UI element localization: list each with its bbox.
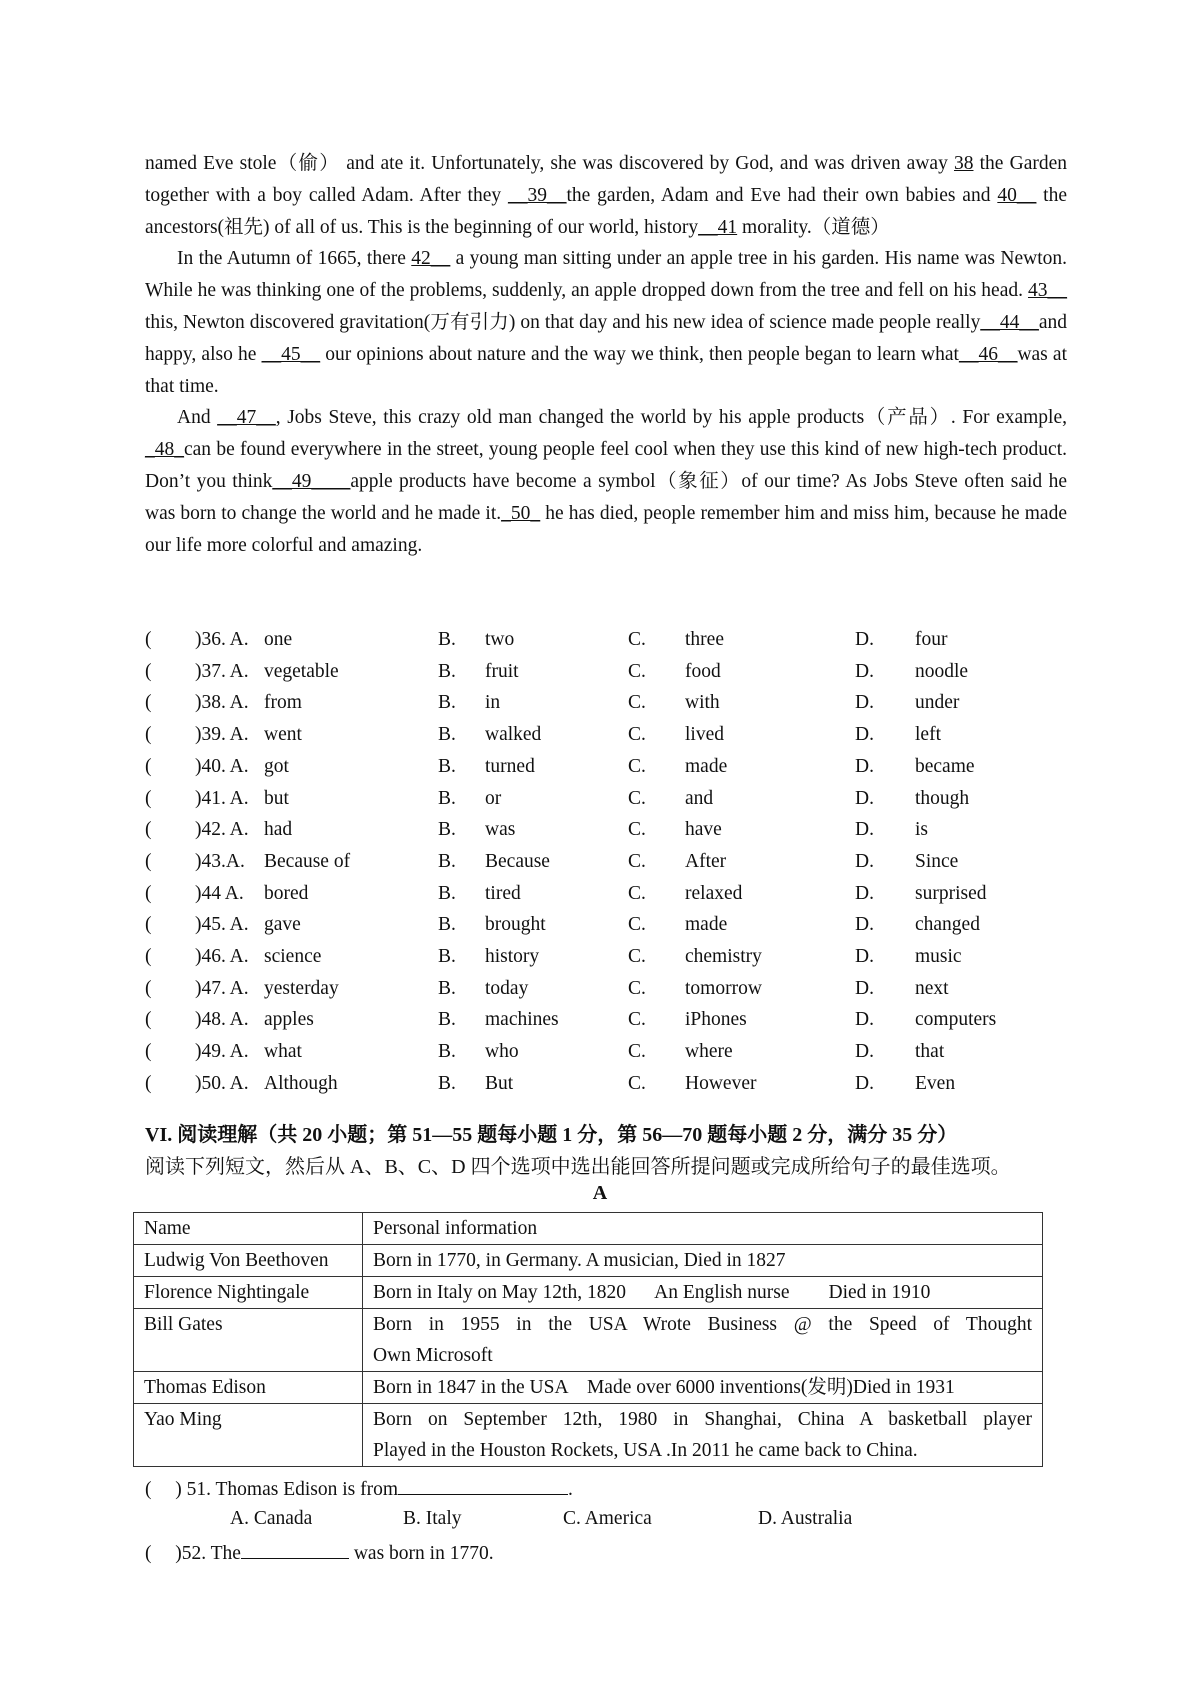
table-row (134, 1245, 1043, 1277)
option-c-label: C. (628, 660, 646, 682)
option-b[interactable]: who (485, 1041, 519, 1063)
info-line: Born in Italy on May 12th, 1820 An English nurse Died in 1910 (373, 1282, 931, 1303)
option-a[interactable]: gave (264, 914, 301, 936)
option-c[interactable]: After (685, 850, 727, 872)
option-b-label: B. (438, 692, 456, 714)
answer-paren: ( (145, 755, 152, 777)
option-d[interactable]: D. Australia (758, 1508, 853, 1529)
blank-39: __39__ (507, 184, 567, 206)
part-label: A (592, 1182, 608, 1204)
question-stem: was born in 1770. (348, 1543, 494, 1564)
option-c-label: C. (628, 787, 646, 809)
info-line: Born in 1955 in the USA Wrote Business @ the Speed of Thought (373, 1314, 1032, 1335)
passage-text: and happy, also he (145, 311, 1067, 365)
question-number: )45. A. (195, 914, 249, 936)
question-number: )42. A. (195, 819, 249, 841)
option-d-label: D. (855, 1072, 874, 1094)
option-d[interactable]: noodle (915, 660, 969, 682)
passage-paragraph-1 (145, 148, 1067, 243)
question-number: )47. A. (195, 977, 249, 999)
table-cell-info (363, 1309, 1043, 1372)
option-b[interactable]: was (485, 819, 516, 841)
option-d[interactable]: computers (915, 1009, 997, 1031)
question-52 (145, 1540, 494, 1565)
option-b[interactable]: today (485, 977, 529, 999)
option-b-label: B. (438, 629, 456, 650)
option-d[interactable]: four (915, 629, 948, 650)
option-a[interactable]: Because of (264, 850, 351, 872)
table-row (134, 1277, 1043, 1309)
blank-44: __44__ (980, 311, 1039, 333)
blank-46: __46__ (958, 343, 1018, 365)
option-c-label: C. (628, 692, 646, 714)
blank-41: __41 (698, 216, 738, 238)
option-c-label: C. (628, 819, 646, 841)
question-number: )43.A. (195, 850, 245, 872)
blank-40: 40__ (997, 184, 1037, 206)
option-b[interactable]: tired (485, 882, 521, 904)
question-number: )46. A. (195, 946, 249, 967)
passage-text: morality.（道德） (737, 216, 890, 238)
answer-blank[interactable] (398, 1476, 568, 1495)
option-c[interactable]: made (685, 914, 728, 936)
option-c[interactable]: made (685, 755, 728, 777)
answer-paren: ( (145, 850, 152, 872)
table-cell-info (363, 1277, 1043, 1309)
answer-blank[interactable] (241, 1540, 349, 1559)
option-b[interactable]: But (485, 1072, 514, 1094)
answer-paren: ( (145, 819, 152, 841)
option-a[interactable]: A. Canada (230, 1508, 313, 1529)
option-a[interactable]: bored (264, 882, 309, 904)
table-cell-info (363, 1404, 1043, 1467)
option-d-label: D. (855, 914, 874, 936)
option-c-label: C. (628, 977, 646, 999)
option-b-label: B. (438, 1072, 456, 1094)
passage-text: can be found everywhere in the street, young people feel cool when they use this kind of new high-tech product. Don’t you think (145, 439, 1067, 492)
info-line: Own Microsoft (373, 1345, 493, 1366)
question-stem: ) 51. Thomas Edison is from (175, 1479, 399, 1500)
blank-38: 38 (953, 153, 974, 174)
table-row (134, 1309, 1043, 1372)
passage-text: he has died, people remember him and miss him, because he made our life more colorful and amazing. (145, 502, 1067, 556)
table-cell-info (363, 1245, 1043, 1277)
answer-paren: ( (145, 787, 152, 809)
blank-48: _48_ (145, 439, 184, 461)
answer-paren: ( (145, 914, 152, 936)
question-number: )37. A. (195, 660, 249, 682)
passage-text: , Jobs Steve, this crazy old man changed the world by his apple products（产品）. For example, (275, 407, 1067, 429)
option-b-label: B. (438, 755, 456, 777)
option-d-label: D. (855, 692, 874, 714)
option-d[interactable]: music (915, 946, 962, 967)
option-c[interactable]: have (685, 819, 722, 841)
option-c-label: C. (628, 1072, 646, 1094)
option-b[interactable]: machines (485, 1009, 559, 1031)
option-c-label: C. (628, 882, 646, 904)
option-c-label: C. (628, 946, 646, 967)
option-b-label: B. (438, 660, 456, 682)
table-cell-name: Yao Ming (134, 1404, 363, 1467)
option-b-label: B. (438, 1009, 456, 1031)
option-a[interactable]: from (264, 692, 302, 714)
passage-text: And (177, 407, 218, 429)
answer-paren: ( (145, 1041, 152, 1063)
personal-info-table (133, 1212, 1043, 1467)
blank-42: 42__ (411, 248, 451, 270)
table-row (134, 1372, 1043, 1404)
option-b[interactable]: or (485, 787, 502, 809)
option-d[interactable]: changed (915, 914, 980, 936)
option-b[interactable]: two (485, 629, 515, 650)
question-number: )50. A. (195, 1072, 249, 1094)
option-b[interactable]: walked (485, 724, 542, 746)
option-a[interactable]: but (264, 787, 289, 809)
question-number: )44 A. (195, 882, 244, 904)
option-b[interactable]: history (485, 946, 540, 967)
passage-paragraph-2 (145, 243, 1067, 402)
section-instruction: 阅读下列短文，然后从 A、B、C、D 四个选项中选出能回答所提问题或完成所给句子的最佳选项。 (145, 1156, 1011, 1178)
option-a[interactable]: apples (264, 1009, 314, 1031)
option-a[interactable]: had (264, 819, 293, 841)
option-b-label: B. (438, 724, 456, 746)
passage-text: In the Autumn of 1665, there (177, 248, 412, 270)
option-c[interactable]: However (685, 1072, 757, 1094)
answer-paren: ( (145, 1479, 152, 1500)
option-a[interactable]: science (264, 946, 322, 967)
question-stem: )52. The (175, 1543, 241, 1564)
option-d-label: D. (855, 755, 874, 777)
question-end: . (568, 1479, 573, 1500)
option-d-label: D. (855, 946, 874, 967)
option-a[interactable]: one (264, 629, 293, 650)
option-b-label: B. (438, 850, 456, 872)
section-title: VI. 阅读理解（共 20 小题；第 51—55 题每小题 1 分，第 56—70 题每小题 2 分，满分 35 分） (145, 1124, 958, 1146)
option-d-label: D. (855, 629, 874, 650)
option-c[interactable]: food (685, 660, 721, 682)
option-d[interactable]: next (915, 977, 949, 999)
table-header-info: Personal information (363, 1213, 1043, 1245)
question-number: )39. A. (195, 724, 249, 746)
blank-50: _50_ (501, 502, 541, 524)
answer-paren: ( (145, 660, 152, 682)
blank-43: 43__ (1028, 280, 1067, 302)
passage-text: apple products have become a symbol（象征）of our time? As Jobs Steve often said he was born to change the world and he made it. (145, 470, 1067, 524)
option-a[interactable]: yesterday (264, 977, 339, 999)
option-c-label: C. (628, 629, 646, 650)
option-c-label: C. (628, 914, 646, 936)
option-b-label: B. (438, 1041, 456, 1063)
option-c[interactable]: tomorrow (685, 977, 762, 999)
option-d[interactable]: Even (915, 1072, 956, 1094)
option-d-label: D. (855, 1041, 874, 1063)
answer-paren: ( (145, 946, 152, 967)
table-cell-name: Bill Gates (134, 1309, 363, 1372)
answer-paren: ( (145, 629, 152, 650)
option-c[interactable]: lived (685, 724, 724, 746)
blank-49: __49____ (272, 470, 351, 492)
option-b[interactable]: in (485, 692, 501, 714)
option-d[interactable]: though (915, 787, 970, 809)
option-d-label: D. (855, 882, 874, 904)
answer-paren: ( (145, 1543, 152, 1564)
info-line: Played in the Houston Rockets, USA .In 2011 he came back to China. (373, 1440, 918, 1461)
option-c-label: C. (628, 1041, 646, 1063)
option-d-label: D. (855, 977, 874, 999)
answer-paren: ( (145, 882, 152, 904)
option-b[interactable]: B. Italy (403, 1508, 462, 1529)
option-b[interactable]: turned (485, 755, 535, 777)
option-d[interactable]: Since (915, 850, 959, 872)
option-d[interactable]: that (915, 1041, 945, 1063)
option-c-label: C. (628, 724, 646, 746)
option-c[interactable]: C. America (563, 1508, 652, 1529)
table-cell-info (363, 1372, 1043, 1404)
option-b[interactable]: Because (485, 850, 550, 872)
passage-paragraph-3 (145, 402, 1067, 561)
option-d-label: D. (855, 660, 874, 682)
option-a[interactable]: what (264, 1041, 302, 1063)
option-c[interactable]: relaxed (685, 882, 743, 904)
table-cell-name: Ludwig Von Beethoven (134, 1245, 363, 1277)
option-d-label: D. (855, 787, 874, 809)
passage-text: the Garden together with a boy called Adam. After they (145, 153, 1068, 206)
passage-text: the ancestors(祖先) of all of us. This is the beginning of our world, history (145, 184, 1068, 238)
info-line: Born in 1770, in Germany. A musician, Died in 1827 (373, 1250, 786, 1271)
answer-paren: ( (145, 977, 152, 999)
table-header-name: Name (134, 1213, 363, 1245)
answer-paren: ( (145, 1009, 152, 1031)
option-a[interactable]: vegetable (264, 660, 339, 682)
answer-paren: ( (145, 692, 152, 714)
option-c[interactable]: and (685, 787, 714, 809)
option-d-label: D. (855, 1009, 874, 1031)
passage-text: our opinions about nature and the way we think, then people began to learn what (320, 343, 959, 365)
passage-text: this, Newton discovered gravitation(万有引力) on that day and his new idea of science made people really (145, 311, 981, 333)
option-d[interactable]: is (915, 819, 929, 841)
option-d-label: D. (855, 724, 874, 746)
option-b-label: B. (438, 819, 456, 841)
blank-45: __45__ (261, 343, 321, 365)
option-a[interactable]: Although (264, 1072, 338, 1094)
cloze-passage (145, 148, 1067, 561)
option-d[interactable]: under (915, 692, 960, 714)
answer-paren: ( (145, 1072, 152, 1094)
option-c[interactable]: iPhones (685, 1009, 747, 1031)
option-a[interactable]: got (264, 755, 289, 777)
option-b-label: B. (438, 946, 456, 967)
passage-text: named Eve stole（偷） and ate it. Unfortunately, she was discovered by God, and was driven away (145, 153, 954, 174)
question-number: )41. A. (195, 787, 249, 809)
option-b-label: B. (438, 787, 456, 809)
option-d[interactable]: left (915, 724, 941, 746)
question-number: )48. A. (195, 1009, 249, 1031)
passage-text: a young man sitting under an apple tree in his garden. His name was Newton. While he was thinking one of the problems, suddenly, an apple dropped down from the tree and fell on his head. (145, 248, 1067, 302)
answer-paren: ( (145, 724, 152, 746)
option-c[interactable]: with (685, 692, 720, 714)
option-d-label: D. (855, 850, 874, 872)
question-number: )36. A. (195, 629, 249, 650)
option-b-label: B. (438, 977, 456, 999)
option-c[interactable]: where (685, 1041, 733, 1063)
option-b-label: B. (438, 914, 456, 936)
question-number: )40. A. (195, 755, 249, 777)
option-c-label: C. (628, 1009, 646, 1031)
option-c-label: C. (628, 755, 646, 777)
table-cell-name: Florence Nightingale (134, 1277, 363, 1309)
table-cell-name: Thomas Edison (134, 1372, 363, 1404)
question-51 (145, 1476, 573, 1501)
option-b-label: B. (438, 882, 456, 904)
option-b[interactable]: brought (485, 914, 546, 936)
table-row (134, 1404, 1043, 1467)
option-c[interactable]: chemistry (685, 946, 762, 967)
question-number: )49. A. (195, 1041, 249, 1063)
table-header-row (134, 1213, 1043, 1245)
passage-text: was at that time. (145, 343, 1067, 397)
info-line: Born in 1847 in the USA Made over 6000 inventions(发明)Died in 1931 (373, 1377, 955, 1398)
option-d[interactable]: surprised (915, 882, 987, 904)
blank-47: __47__ (217, 407, 276, 429)
option-d[interactable]: became (915, 755, 975, 777)
option-d-label: D. (855, 819, 874, 841)
option-b[interactable]: fruit (485, 660, 519, 682)
question-number: )38. A. (195, 692, 249, 714)
option-a[interactable]: went (264, 724, 302, 746)
passage-text: the garden, Adam and Eve had their own babies and (566, 184, 998, 206)
option-c[interactable]: three (685, 629, 724, 650)
option-c-label: C. (628, 850, 646, 872)
info-line: Born on September 12th, 1980 in Shanghai, China A basketball player (373, 1409, 1032, 1430)
